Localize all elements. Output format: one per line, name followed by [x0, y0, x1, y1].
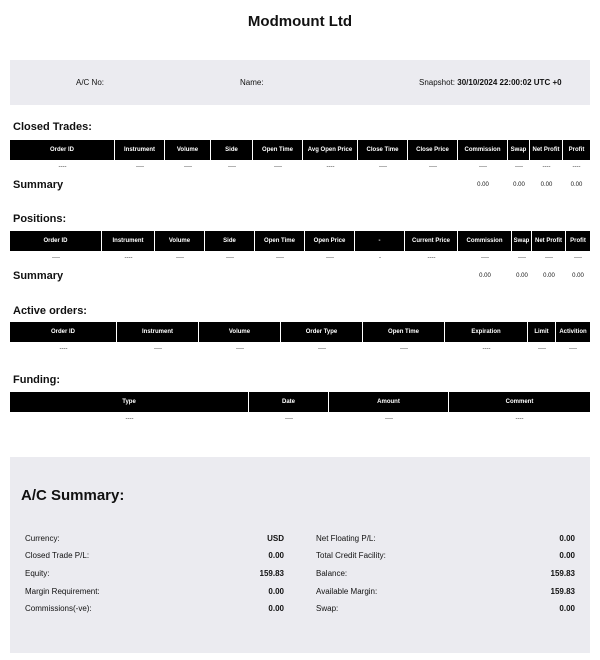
currency-label: Currency:: [25, 534, 60, 543]
name-label: Name:: [240, 78, 264, 87]
ao-col-order-type: Order Type: [281, 322, 363, 342]
page-title: Modmount Ltd: [247, 13, 353, 30]
ao-col-limit: Limit: [528, 322, 556, 342]
balance-label: Balance:: [316, 569, 348, 578]
summary-commission: 0.00: [479, 273, 491, 279]
fund-col-date: Date: [249, 392, 329, 412]
summary-swap: 0.00: [513, 182, 525, 188]
snapshot-label: Snapshot:: [419, 78, 456, 87]
pos-col-open-time: Open Time: [255, 231, 305, 251]
pos-col-instrument: Instrument: [102, 231, 155, 251]
closed-col-profit: Profit: [563, 140, 590, 160]
table-cell: ----: [427, 255, 436, 261]
table-cell: ----: [318, 346, 326, 352]
ao-col-instrument: Instrument: [117, 322, 199, 342]
total-credit-facility-label: Total Credit Facility:: [316, 551, 386, 560]
equity-value: 159.83: [259, 569, 284, 578]
positions-header: [10, 231, 590, 251]
account-header: [10, 60, 590, 105]
margin-requirement-value: 0.00: [268, 587, 284, 596]
positions-summary-row: [10, 273, 590, 279]
pos-col-profit: Profit: [566, 231, 590, 251]
table-cell: ----: [400, 346, 408, 352]
table-cell: ----: [569, 346, 577, 352]
closed-col-close-price: Close Price: [408, 140, 458, 160]
closed-trade-pl-value: 0.00: [268, 551, 284, 560]
table-cell: ----: [482, 346, 491, 352]
fund-col-type: Type: [10, 392, 249, 412]
closed-col-side: Side: [211, 140, 253, 160]
funding-header: [10, 392, 590, 412]
summary-swap: 0.00: [516, 273, 528, 279]
total-credit-facility-value: 0.00: [559, 551, 575, 560]
closed-col-instrument: Instrument: [115, 140, 165, 160]
closed-col-net-profit: Net Profit: [530, 140, 563, 160]
summary-net-profit: 0.00: [540, 182, 553, 188]
table-cell: ----: [125, 416, 134, 422]
pos-col-commission: Commission: [458, 231, 512, 251]
table-cell: ----: [542, 164, 551, 170]
active-orders-title: Active orders:: [13, 305, 87, 317]
table-row: [10, 253, 590, 263]
table-cell: -: [379, 255, 381, 261]
table-cell: ----: [545, 255, 553, 261]
table-cell: ----: [236, 346, 244, 352]
table-cell: ----: [326, 255, 334, 261]
closed-col-close-time: Close Time: [358, 140, 408, 160]
closed-col-open-time: Open Time: [253, 140, 303, 160]
closed-col-volume: Volume: [165, 140, 211, 160]
table-cell: ----: [285, 416, 293, 422]
table-cell: ----: [176, 255, 184, 261]
table-cell: ----: [228, 164, 236, 170]
positions-summary-title: Summary: [13, 270, 64, 282]
table-cell: ----: [276, 255, 284, 261]
commissions-label: Commissions(-ve):: [25, 604, 92, 613]
table-cell: ----: [538, 346, 546, 352]
available-margin-label: Available Margin:: [316, 587, 378, 596]
snapshot: [419, 78, 562, 87]
closed-trades-title: Closed Trades:: [13, 121, 92, 133]
margin-requirement-label: Margin Requirement:: [25, 587, 100, 596]
summary-profit: 0.00: [572, 273, 584, 279]
ac-no-label: A/C No:: [76, 78, 105, 87]
pos-col-net-profit: Net Profit: [532, 231, 566, 251]
table-cell: ----: [518, 255, 526, 261]
ac-summary-panel: [10, 457, 590, 653]
closed-trades-header: [10, 140, 590, 160]
ao-col-order-id: Order ID: [10, 322, 117, 342]
pos-col-current-price: Current Price: [405, 231, 458, 251]
table-row: [10, 414, 590, 424]
equity-label: Equity:: [25, 569, 50, 578]
pos-col-swap: Swap: [512, 231, 532, 251]
table-cell: ----: [479, 164, 487, 170]
table-cell: ----: [124, 255, 133, 261]
table-cell: ----: [572, 164, 581, 170]
closed-trades-summary-title: Summary: [13, 179, 64, 191]
table-cell: ----: [429, 164, 437, 170]
pos-col-dash: -: [355, 231, 405, 251]
snapshot-value: 30/10/2024 22:00:02 UTC +0: [457, 78, 562, 87]
table-cell: ----: [184, 164, 192, 170]
ao-col-open-time: Open Time: [363, 322, 445, 342]
swap-value: 0.00: [559, 604, 575, 613]
table-cell: ----: [515, 416, 524, 422]
table-cell: ----: [274, 164, 282, 170]
table-cell: ----: [52, 255, 60, 261]
net-floating-pl-label: Net Floating P/L:: [316, 534, 376, 543]
swap-label: Swap:: [316, 604, 339, 613]
balance-value: 159.83: [550, 569, 575, 578]
ao-col-expiration: Expiration: [445, 322, 528, 342]
table-row: [10, 344, 590, 354]
table-cell: ----: [136, 164, 144, 170]
ao-col-activition: Activition: [556, 322, 590, 342]
summary-profit: 0.00: [570, 182, 583, 188]
funding-title: Funding:: [13, 374, 61, 386]
closed-col-avg-open-price: Avg Open Price: [303, 140, 358, 160]
closed-col-commission: Commission: [458, 140, 508, 160]
table-cell: ----: [226, 255, 234, 261]
table-cell: ----: [515, 164, 523, 170]
active-orders-header: [10, 322, 590, 342]
closed-trades-summary-row: [10, 182, 590, 188]
available-margin-value: 159.83: [550, 587, 575, 596]
ac-summary-title: A/C Summary:: [21, 487, 125, 504]
fund-col-comment: Comment: [449, 392, 590, 412]
table-cell: ----: [154, 346, 162, 352]
pos-col-open-price: Open Price: [305, 231, 355, 251]
closed-trade-pl-label: Closed Trade P/L:: [25, 551, 90, 560]
table-cell: ----: [481, 255, 489, 261]
table-cell: ----: [379, 164, 387, 170]
pos-col-side: Side: [205, 231, 255, 251]
fund-col-amount: Amount: [329, 392, 449, 412]
table-cell: ----: [58, 164, 67, 170]
table-cell: ----: [326, 164, 335, 170]
pos-col-order-id: Order ID: [10, 231, 102, 251]
table-row: [10, 162, 590, 172]
commissions-value: 0.00: [268, 604, 284, 613]
closed-col-swap: Swap: [508, 140, 530, 160]
summary-net-profit: 0.00: [543, 273, 555, 279]
pos-col-volume: Volume: [155, 231, 205, 251]
net-floating-pl-value: 0.00: [559, 534, 575, 543]
ao-col-volume: Volume: [199, 322, 281, 342]
positions-title: Positions:: [13, 213, 67, 225]
closed-col-order-id: Order ID: [10, 140, 115, 160]
currency-value: USD: [267, 534, 284, 543]
summary-commission: 0.00: [477, 182, 489, 188]
table-cell: ----: [385, 416, 393, 422]
table-cell: ----: [59, 346, 68, 352]
table-cell: ----: [574, 255, 582, 261]
